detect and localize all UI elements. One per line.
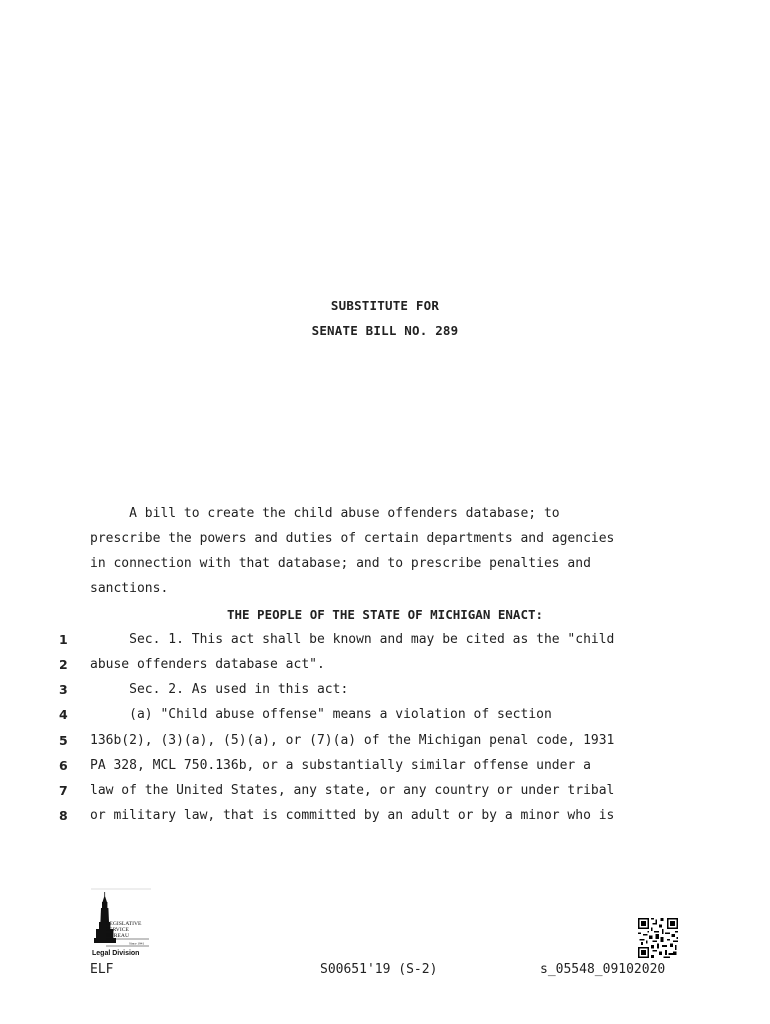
- line-number: 2: [59, 657, 68, 672]
- qr-code: [638, 918, 678, 958]
- bill-line: [0, 707, 770, 727]
- line-text: abuse offenders database act".: [90, 657, 325, 672]
- preamble-line: sanctions.: [90, 581, 169, 596]
- title-substitute-for: SUBSTITUTE FOR: [330, 298, 440, 313]
- line-text: or military law, that is committed by an adult or by a minor who is: [90, 808, 615, 823]
- bill-line: [0, 682, 770, 702]
- footer-drafter-initials: ELF: [90, 962, 114, 977]
- preamble-line: in connection with that database; and to prescribe penalties and: [90, 556, 591, 571]
- line-number: 7: [59, 783, 68, 798]
- svg-text:LEGISLATIVE: LEGISLATIVE: [106, 921, 142, 927]
- svg-text:Since 1941: Since 1941: [129, 941, 145, 946]
- svg-text:BUREAU: BUREAU: [106, 933, 129, 939]
- preamble-line: prescribe the powers and duties of certain departments and agencies: [90, 531, 615, 546]
- line-text: Sec. 1. This act shall be known and may be cited as the "child: [90, 632, 615, 647]
- line-number: 1: [59, 632, 68, 647]
- footer-bill-code: S00651'19 (S-2): [320, 962, 438, 977]
- line-number: 3: [59, 682, 68, 697]
- line-number: 8: [59, 808, 68, 823]
- enacting-clause: THE PEOPLE OF THE STATE OF MICHIGAN ENACT:: [226, 607, 544, 622]
- line-number: 6: [59, 758, 68, 773]
- line-text: law of the United States, any state, or any country or under tribal: [90, 783, 615, 798]
- footer-document-id: s_05548_09102020: [540, 962, 666, 977]
- line-text: PA 328, MCL 750.136b, or a substantially similar offense under a: [90, 758, 591, 773]
- preamble-line: A bill to create the child abuse offenders database; to: [90, 506, 560, 521]
- title-bill-number: SENATE BILL NO. 289: [311, 323, 459, 338]
- bill-line: [0, 733, 770, 753]
- bill-line: [0, 783, 770, 803]
- bill-line: [0, 808, 770, 828]
- line-text: (a) "Child abuse offense" means a violation of section: [90, 707, 552, 722]
- line-number: 5: [59, 733, 68, 748]
- bill-line: [0, 632, 770, 652]
- svg-text:SERVICE: SERVICE: [106, 927, 129, 933]
- line-number: 4: [59, 707, 68, 722]
- logo-caption: Legal Division: [92, 950, 140, 957]
- line-text: Sec. 2. As used in this act:: [90, 682, 349, 697]
- line-text: 136b(2), (3)(a), (5)(a), or (7)(a) of the Michigan penal code, 1931: [90, 733, 615, 748]
- bill-line: [0, 758, 770, 778]
- bill-line: [0, 657, 770, 677]
